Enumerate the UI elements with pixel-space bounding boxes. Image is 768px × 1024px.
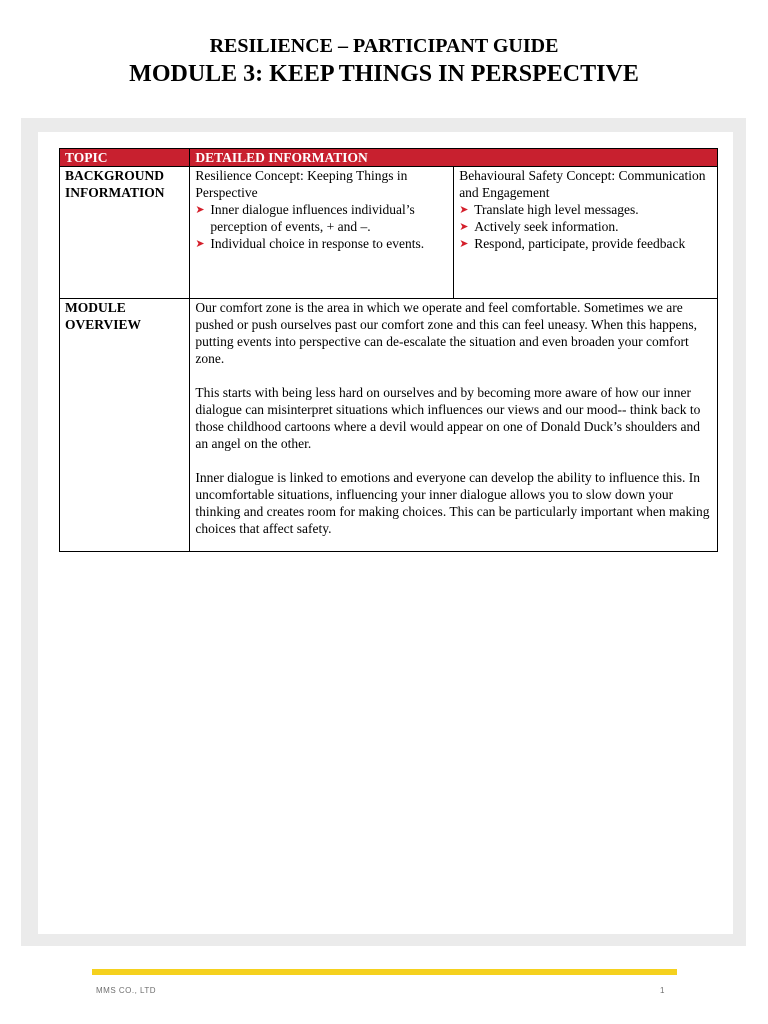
footer-company: MMS CO., LTD bbox=[96, 986, 157, 995]
resilience-concept-cell bbox=[190, 167, 454, 299]
overview-paragraph: Inner dialogue is linked to emotions and everyone can develop the ability to influence this. In uncomfortable situations, influencing your inner dialogue allows you to slow down your thinking and creates room for making choices. This can be particularly important when making choices that affect safety. bbox=[195, 470, 710, 536]
detailed-information-header: DETAILED INFORMATION bbox=[190, 149, 718, 167]
list-item bbox=[195, 201, 448, 235]
list-item-text: Respond, participate, provide feedback bbox=[474, 236, 686, 251]
label-line: BACKGROUND bbox=[65, 168, 165, 183]
list-item bbox=[459, 235, 712, 252]
list-item bbox=[195, 235, 448, 252]
list-item-text: Actively seek information. bbox=[474, 219, 619, 234]
page-number: 1 bbox=[660, 986, 665, 995]
arrowhead-bullet-icon: ➤ bbox=[459, 220, 469, 233]
module-info-table bbox=[59, 148, 718, 552]
background-information-label bbox=[60, 167, 190, 299]
list-item bbox=[459, 218, 712, 235]
label-line: INFORMATION bbox=[65, 185, 165, 200]
resilience-concept-list bbox=[195, 201, 448, 252]
list-item-text: Inner dialogue influences individual’s perception of events, + and –. bbox=[210, 202, 415, 234]
list-item-text: Translate high level messages. bbox=[474, 202, 639, 217]
overview-paragraph: This starts with being less hard on ourselves and by becoming more aware of how our inner dialogue can misinterpret situations which influences our views and our mood-- think back to those childhood cartoons where a devil would appear on one of Donald Duck’s shoulders and an angel on the other. bbox=[195, 385, 701, 451]
topic-header: TOPIC bbox=[60, 149, 190, 167]
module-title: MODULE 3: KEEP THINGS IN PERSPECTIVE bbox=[129, 61, 639, 87]
arrowhead-bullet-icon: ➤ bbox=[195, 237, 205, 250]
table-header-row bbox=[60, 149, 718, 167]
behavioural-safety-concept-cell bbox=[454, 167, 718, 299]
list-item bbox=[459, 201, 712, 218]
arrowhead-bullet-icon: ➤ bbox=[459, 203, 469, 216]
behavioural-safety-list bbox=[459, 201, 712, 252]
module-overview-text bbox=[190, 299, 718, 552]
label-line: OVERVIEW bbox=[65, 317, 142, 332]
label-line: MODULE bbox=[65, 300, 126, 315]
footer-accent-bar bbox=[92, 969, 677, 975]
module-overview-row bbox=[60, 299, 718, 552]
behavioural-safety-heading: Behavioural Safety Concept: Communication and Engagement bbox=[459, 168, 706, 200]
module-overview-label bbox=[60, 299, 190, 552]
arrowhead-bullet-icon: ➤ bbox=[195, 203, 205, 216]
overview-paragraph: Our comfort zone is the area in which we operate and feel comfortable. Sometimes we are pushed or push ourselves past our comfort zone and this can feel uneasy. When this happens, putting events into perspective can de-escalate the situation and even broaden your comfort zone. bbox=[195, 300, 698, 366]
resilience-concept-heading: Resilience Concept: Keeping Things in Perspective bbox=[195, 168, 408, 200]
arrowhead-bullet-icon: ➤ bbox=[459, 237, 469, 250]
background-information-row bbox=[60, 167, 718, 299]
list-item-text: Individual choice in response to events. bbox=[210, 236, 425, 251]
document-title: RESILIENCE – PARTICIPANT GUIDE bbox=[209, 35, 559, 57]
